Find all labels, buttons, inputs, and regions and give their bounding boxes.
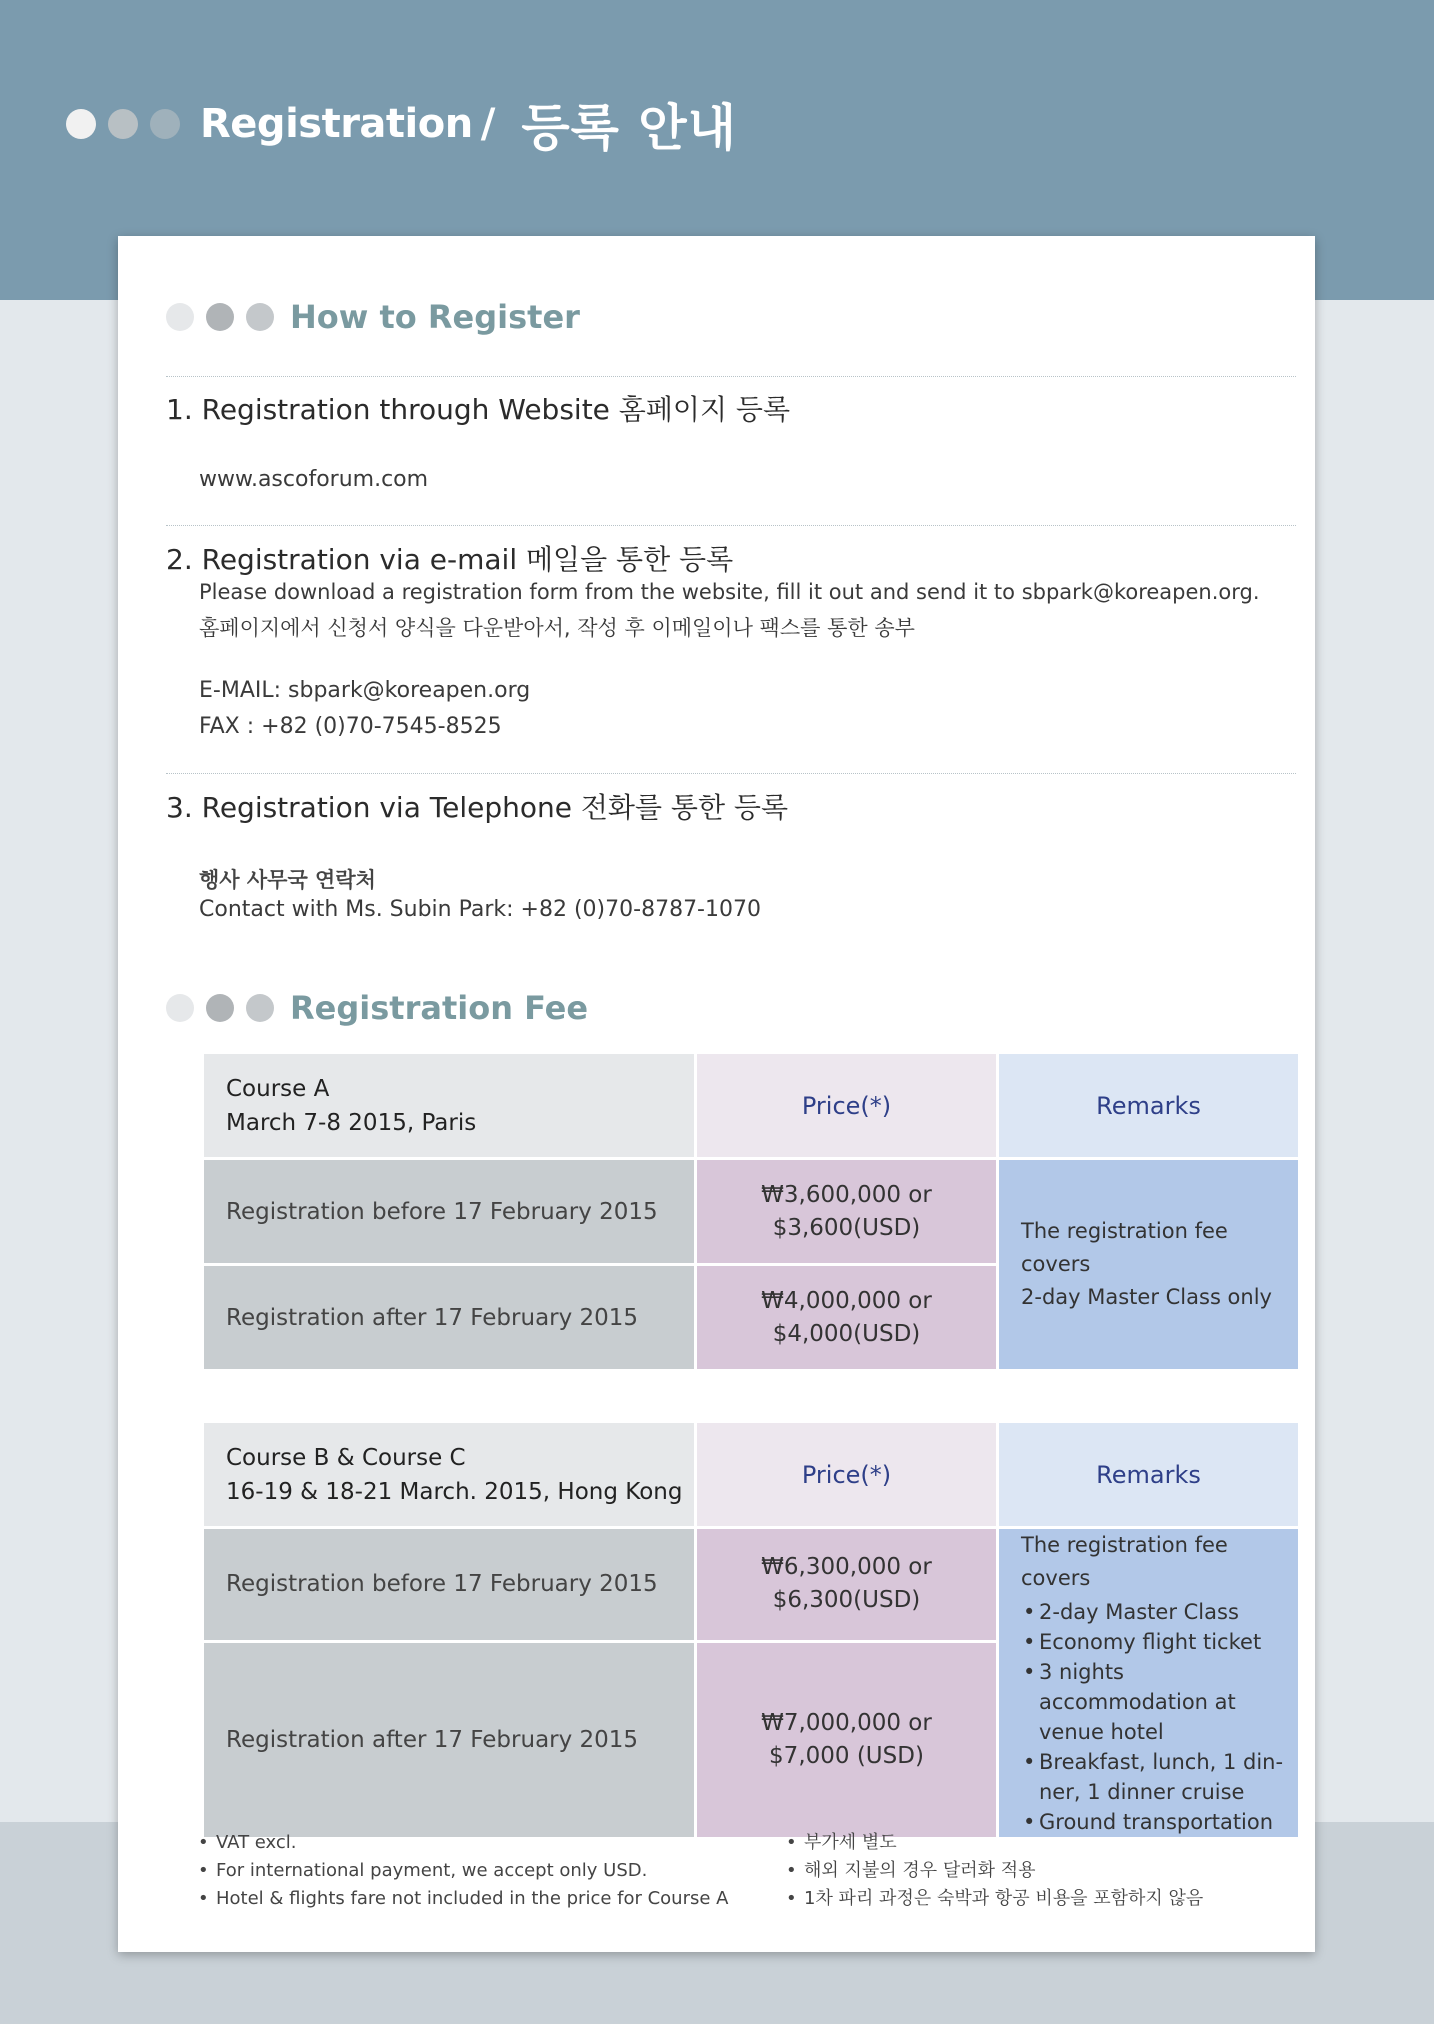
- section-dot-2: [206, 303, 234, 331]
- course-b-c-header: [204, 1423, 694, 1526]
- section-title-fee: Registration Fee: [290, 989, 589, 1027]
- price-krw: ₩7,000,000 or: [761, 1709, 932, 1736]
- note-item: • 해외 지불의 경우 달러화 적용: [786, 1857, 1203, 1885]
- remark-line-1: The registration fee covers: [1021, 1219, 1228, 1276]
- registration-card: [118, 236, 1315, 1952]
- course-b-c-title: Course B & Course C: [226, 1444, 466, 1471]
- row-label: Registration after 17 February 2015: [204, 1643, 694, 1837]
- row-label: Registration after 17 February 2015: [204, 1266, 694, 1369]
- price-krw: ₩6,300,000 or: [761, 1554, 932, 1581]
- page-title-korean: 등록 안내: [521, 99, 737, 157]
- step-1-heading: 1. Registration through Website 홈페이지 등록: [166, 393, 790, 426]
- note-item: • 1차 파리 과정은 숙박과 항공 비용을 포함하지 않음: [786, 1885, 1203, 1913]
- header-dot-3: [150, 109, 180, 139]
- price-usd: $3,600(USD): [772, 1214, 921, 1241]
- course-a-date: March 7-8 2015, Paris: [226, 1109, 477, 1136]
- list-item: • Ground transportation: [1021, 1807, 1298, 1837]
- how-to-register-heading: [166, 298, 580, 336]
- remarks-header: Remarks: [999, 1423, 1298, 1526]
- table-row: [204, 1160, 1298, 1263]
- title-separator: /: [480, 101, 496, 147]
- price-krw: ₩4,000,000 or: [761, 1287, 932, 1314]
- header-dot-2: [108, 109, 138, 139]
- page-header: [66, 96, 737, 157]
- table-header-row: [204, 1423, 1298, 1526]
- price-header: Price(*): [697, 1054, 996, 1157]
- divider: [166, 773, 1296, 774]
- section-dot-1: [166, 994, 194, 1022]
- note-item: • VAT excl.: [198, 1829, 728, 1857]
- office-contact-label: 행사 사무국 연락처: [199, 868, 376, 892]
- price-cell: [697, 1266, 996, 1369]
- fax-contact: FAX : +82 (0)70-7545-8525: [199, 714, 502, 739]
- phone-contact: Contact with Ms. Subin Park: +82 (0)70-8787-1070: [199, 897, 761, 922]
- step-2-description-en: Please download a registration form from the website, fill it out and send it to sbpark@koreapen.org.: [199, 580, 1260, 604]
- course-a-header: [204, 1054, 694, 1157]
- price-cell: [697, 1529, 996, 1640]
- remarks-list: [1021, 1597, 1298, 1837]
- price-usd: $6,300(USD): [772, 1587, 921, 1614]
- section-title-how-to: How to Register: [290, 298, 580, 336]
- list-item: • Breakfast, lunch, 1 din-ner, 1 dinner cruise: [1021, 1747, 1298, 1807]
- email-contact: E-MAIL: sbpark@koreapen.org: [199, 678, 531, 703]
- page-title: Registration: [200, 101, 473, 147]
- fee-table-course-a: [201, 1051, 1301, 1372]
- note-item: • Hotel & flights fare not included in the price for Course A: [198, 1885, 728, 1913]
- remark-intro: The registration fee covers: [1021, 1533, 1228, 1590]
- price-usd: $7,000 (USD): [769, 1742, 924, 1769]
- website-link[interactable]: www.ascoforum.com: [199, 467, 429, 492]
- price-krw: ₩3,600,000 or: [761, 1181, 932, 1208]
- header-dot-1: [66, 109, 96, 139]
- course-b-c-date: 16-19 & 18-21 March. 2015, Hong Kong: [226, 1478, 683, 1505]
- remarks-cell: [999, 1160, 1298, 1369]
- remarks-header: Remarks: [999, 1054, 1298, 1157]
- section-dot-3: [246, 303, 274, 331]
- list-item: • 3 nights accommodation at venue hotel: [1021, 1657, 1298, 1747]
- divider: [166, 525, 1296, 526]
- step-2-heading: 2. Registration via e-mail 메일을 통한 등록: [166, 543, 734, 576]
- section-dot-2: [206, 994, 234, 1022]
- price-cell: [697, 1160, 996, 1263]
- table-header-row: [204, 1054, 1298, 1157]
- price-cell: [697, 1643, 996, 1837]
- table-row: [204, 1529, 1298, 1640]
- note-item: • For international payment, we accept only USD.: [198, 1857, 728, 1885]
- row-label: Registration before 17 February 2015: [204, 1529, 694, 1640]
- step-2-description-ko: 홈페이지에서 신청서 양식을 다운받아서, 작성 후 이메일이나 팩스를 통한 송부: [199, 616, 915, 640]
- step-3-heading: 3. Registration via Telephone 전화를 통한 등록: [166, 791, 789, 824]
- registration-fee-heading: [166, 989, 588, 1027]
- note-item: • 부가세 별도: [786, 1829, 1203, 1857]
- divider: [166, 376, 1296, 377]
- price-header: Price(*): [697, 1423, 996, 1526]
- notes-english: [198, 1829, 728, 1913]
- course-a-title: Course A: [226, 1075, 330, 1102]
- notes-korean: [786, 1829, 1203, 1913]
- section-dot-1: [166, 303, 194, 331]
- section-dot-3: [246, 994, 274, 1022]
- list-item: • 2-day Master Class: [1021, 1597, 1298, 1627]
- price-usd: $4,000(USD): [772, 1320, 921, 1347]
- remark-line-2: 2-day Master Class only: [1021, 1285, 1272, 1309]
- row-label: Registration before 17 February 2015: [204, 1160, 694, 1263]
- list-item: • Economy flight ticket: [1021, 1627, 1298, 1657]
- fee-table-course-b-c: [201, 1420, 1301, 1840]
- remarks-cell: [999, 1529, 1298, 1837]
